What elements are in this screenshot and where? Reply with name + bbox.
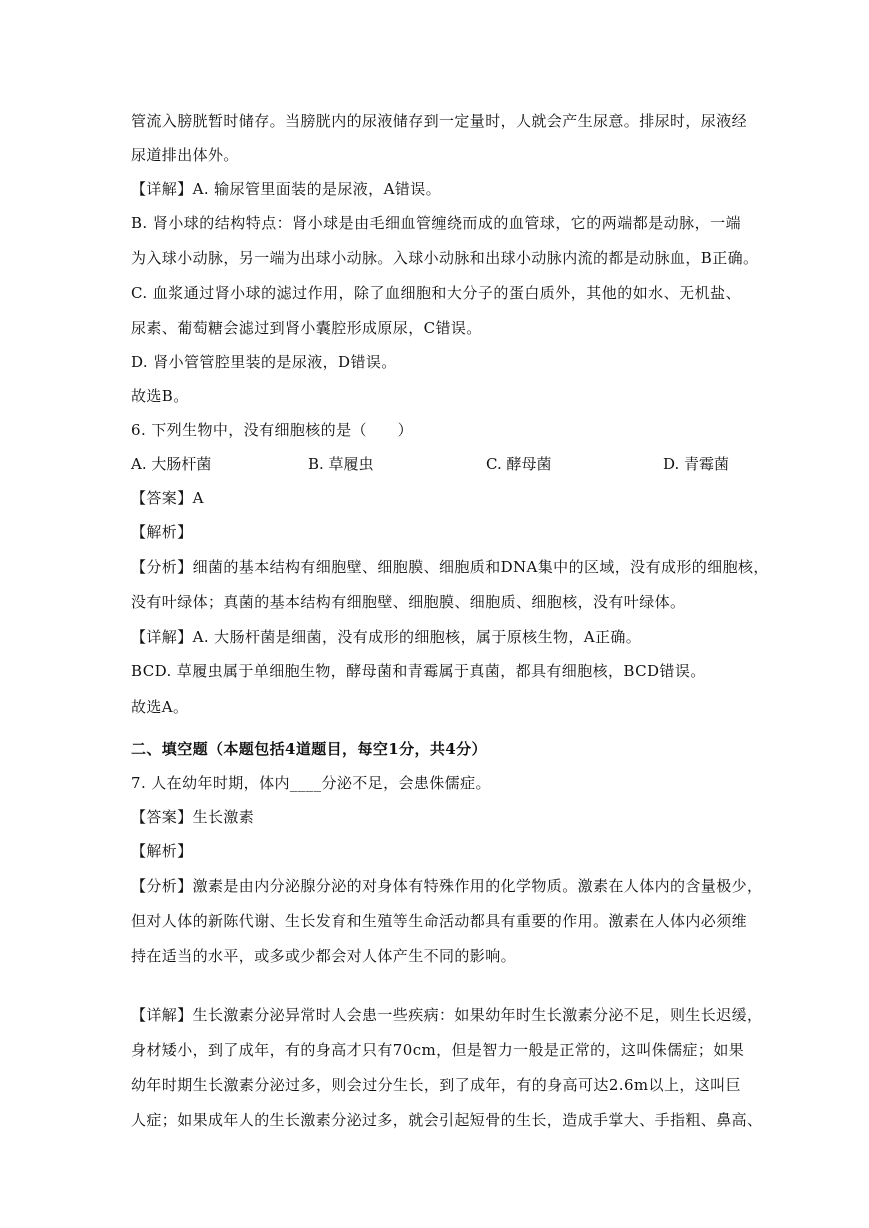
text-line: 但对人体的新陈代谢、生长发育和生殖等生命活动都具有重要的作用。激素在人体内必须维 — [131, 912, 748, 930]
text-line: C. 血浆通过肾小球的滤过作用，除了血细胞和大分子的蛋白质外，其他的如水、无机盐、 — [131, 284, 741, 302]
text-line: 持在适当的水平，或多或少都会对人体产生不同的影响。 — [131, 947, 517, 965]
text-line: 【分析】激素是由内分泌腺分泌的对身体有特殊作用的化学物质。激素在人体内的含量极少， — [131, 877, 763, 895]
question-6: 6. 下列生物中，没有细胞核的是（ ） — [131, 421, 414, 439]
text-line: 为入球小动脉，另一端为出球小动脉。入球小动脉和出球小动脉内流的都是动脉血，B正确。 — [131, 249, 759, 267]
text-line: 身材矮小，到了成年，有的身高才只有70cm，但是智力一般是正常的，这叫侏儒症；如果 — [131, 1041, 745, 1059]
text-line: 【详解】A. 大肠杆菌是细菌，没有成形的细胞核，属于原核生物，A正确。 — [131, 628, 642, 646]
answer-label: 【答案】生长激素 — [131, 808, 255, 826]
question-7: 7. 人在幼年时期，体内____分泌不足，会患侏儒症。 — [131, 774, 491, 792]
text-line: 尿素、葡萄糖会滤过到肾小囊腔形成原尿，C错误。 — [131, 319, 482, 337]
answer-label: 【答案】A — [131, 489, 204, 507]
text-line: 【详解】A. 输尿管里面装的是尿液，A错误。 — [131, 180, 442, 198]
section-heading: 二、填空题（本题包括4道题目，每空1分，共4分） — [131, 740, 487, 758]
text-line: BCD. 草履虫属于单细胞生物，酵母菌和青霉属于真菌，都具有细胞核，BCD错误。 — [131, 662, 706, 680]
text-line: 管流入膀胱暂时储存。当膀胱内的尿液储存到一定量时，人就会产生尿意。排尿时，尿液经 — [131, 112, 748, 130]
text-line: 尿道排出体外。 — [131, 146, 239, 164]
analysis-label: 【解析】 — [131, 523, 193, 541]
text-line: 人症；如果成年人的生长激素分泌过多，就会引起短骨的生长，造成手掌大、手指粗、鼻高、 — [131, 1111, 763, 1129]
text-line: B. 肾小球的结构特点：肾小球是由毛细血管缠绕而成的血管球，它的两端都是动脉，一端 — [131, 214, 741, 232]
text-line: 【分析】细菌的基本结构有细胞壁、细胞膜、细胞质和DNA集中的区域，没有成形的细胞核， — [131, 558, 769, 576]
option-d: D. 青霉菌 — [663, 455, 730, 473]
text-line: 【详解】生长激素分泌异常时人会患一些疾病：如果幼年时生长激素分泌不足，则生长迟缓， — [131, 1006, 763, 1024]
option-c: C. 酵母菌 — [486, 455, 552, 473]
option-a: A. 大肠杆菌 — [131, 455, 212, 473]
text-line: 故选B。 — [131, 387, 189, 405]
text-line: 没有叶绿体；真菌的基本结构有细胞壁、细胞膜、细胞质、细胞核，没有叶绿体。 — [131, 593, 686, 611]
text-line: 故选A。 — [131, 698, 189, 716]
text-line: D. 肾小管管腔里装的是尿液，D错误。 — [131, 353, 397, 371]
option-b: B. 草履虫 — [308, 455, 374, 473]
text-line: 幼年时期生长激素分泌过多，则会过分生长，到了成年，有的身高可达2.6m以上，这叫巨 — [131, 1076, 741, 1094]
analysis-label: 【解析】 — [131, 842, 193, 860]
